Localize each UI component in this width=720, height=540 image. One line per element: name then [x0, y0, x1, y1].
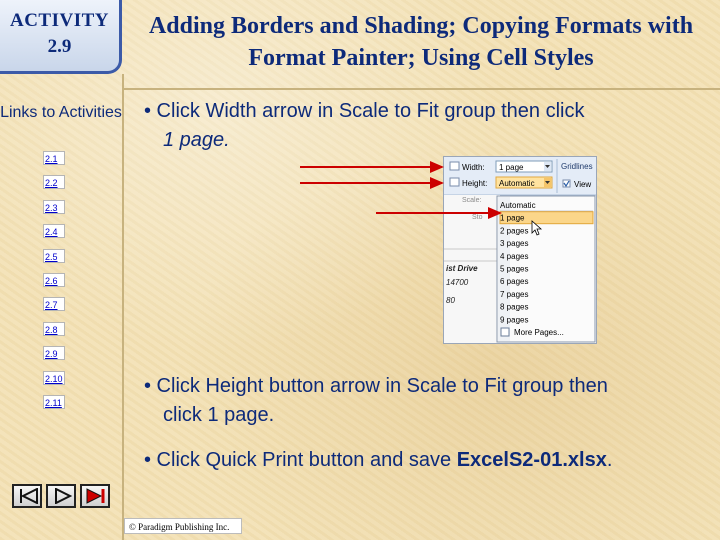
activity-link-2-2[interactable]: 2.2: [43, 175, 65, 189]
instruction-3-filename: ExcelS2-01.xlsx: [456, 449, 607, 471]
more-pages-icon: [501, 328, 509, 336]
play-forward-icon: [51, 488, 73, 504]
height-value: Automatic: [499, 179, 535, 188]
activity-number: 2.9: [47, 36, 72, 57]
menu-item-1-page[interactable]: 1 page: [500, 213, 525, 223]
height-label: Height:: [462, 179, 488, 188]
view-label: View: [574, 180, 592, 189]
menu-item-2-pages[interactable]: 2 pages: [500, 226, 529, 236]
copyright-footer: © Paradigm Publishing Inc.: [124, 518, 242, 534]
instruction-2: [144, 372, 704, 430]
gridlines-label: Gridlines: [561, 162, 593, 171]
next-slide-button[interactable]: [46, 484, 76, 508]
activity-link-2-4[interactable]: 2.4: [43, 224, 65, 238]
svg-text:80: 80: [446, 296, 455, 305]
instruction-1: [144, 97, 704, 155]
svg-text:ist Drive: ist Drive: [446, 264, 478, 273]
width-label: Width:: [462, 163, 485, 172]
instruction-2-line2: click 1 page.: [163, 404, 275, 426]
activity-link-2-3[interactable]: 2.3: [43, 200, 65, 214]
activity-link-2-8[interactable]: 2.8: [43, 322, 65, 336]
activity-link-2-1[interactable]: 2.1: [43, 151, 65, 165]
scale-label: Scale:: [462, 197, 482, 204]
activity-link-2-9[interactable]: 2.9: [43, 346, 65, 360]
activity-link-2-11[interactable]: 2.11: [43, 395, 65, 409]
width-value: 1 page: [499, 163, 524, 172]
activity-link-2-7[interactable]: 2.7: [43, 297, 65, 311]
annotation-arrow-menu: [376, 205, 506, 225]
activity-label: ACTIVITY: [9, 10, 110, 31]
last-slide-icon: [85, 488, 107, 504]
instruction-3-suffix: .: [606, 449, 613, 471]
slide-title: Adding Borders and Shading; Copying Formats with Format Painter; Using Cell Styles: [148, 13, 694, 71]
menu-item-4-pages[interactable]: 4 pages: [500, 251, 529, 261]
instruction-1-line2: 1 page.: [163, 129, 230, 151]
last-slide-button[interactable]: [80, 484, 110, 508]
menu-item-automatic[interactable]: Automatic: [500, 201, 536, 210]
navigation-buttons: [12, 484, 112, 508]
first-slide-icon: [17, 488, 39, 504]
title-area: [122, 0, 720, 90]
instruction-2-line1: • Click Height button arrow in Scale to Fit group then: [144, 375, 608, 397]
activity-link-2-10[interactable]: 2.10: [43, 371, 65, 385]
links-heading: Links to Activities: [0, 104, 122, 121]
activity-link-2-5[interactable]: 2.5: [43, 249, 65, 263]
screenshot-graphic: [444, 157, 596, 343]
menu-item-8-pages[interactable]: 8 pages: [500, 302, 529, 312]
activity-badge: [0, 0, 122, 74]
menu-item-5-pages[interactable]: 5 pages: [500, 264, 529, 274]
menu-item-3-pages[interactable]: 3 pages: [500, 239, 529, 249]
instruction-1-line1: • Click Width arrow in Scale to Fit group then click: [144, 100, 585, 122]
instruction-3: [144, 446, 714, 475]
excel-scale-to-fit-screenshot: [443, 156, 597, 344]
svg-text:14700: 14700: [446, 278, 469, 287]
menu-item-6-pages[interactable]: 6 pages: [500, 277, 529, 287]
activity-link-2-6[interactable]: 2.6: [43, 273, 65, 287]
menu-item-more-pages[interactable]: More Pages...: [514, 328, 564, 337]
svg-text:Sto: Sto: [472, 214, 483, 221]
menu-item-9-pages[interactable]: 9 pages: [500, 315, 529, 325]
instruction-3-text: • Click Quick Print button and save: [144, 449, 457, 471]
first-slide-button[interactable]: [12, 484, 42, 508]
menu-item-7-pages[interactable]: 7 pages: [500, 289, 529, 299]
